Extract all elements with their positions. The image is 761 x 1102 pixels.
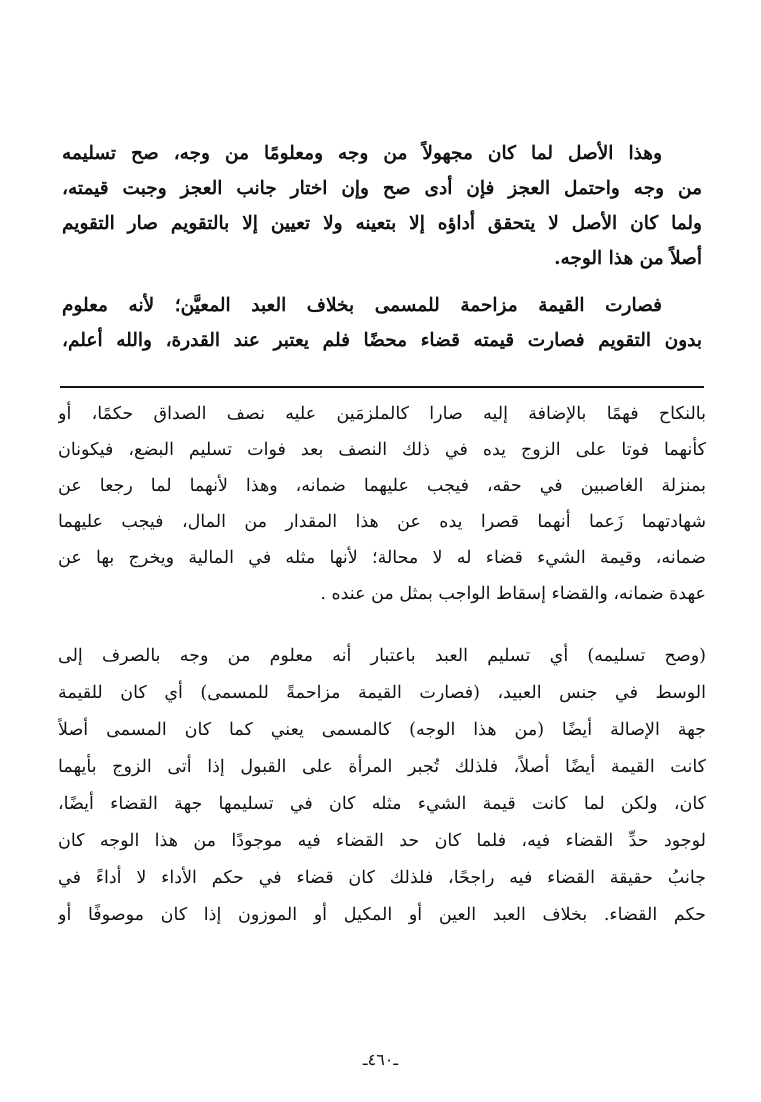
main-text-block bbox=[62, 136, 702, 358]
footnote-line: بمنزلة الغاصبين في حقه، فيجب عليهما ضمانه، وهذا لأنهما لما رجعا عن bbox=[58, 476, 706, 496]
footnote-line: عهدة ضمانه، والقضاء إسقاط الواجب بمثل من عنده . bbox=[320, 584, 706, 604]
page-number: ـ٤٦٠ـ bbox=[362, 1050, 399, 1069]
main-text-line: ولما كان الأصل لا يتحقق أداؤه إلا بتعينه ولا تعيين إلا بالتقويم صار التقويم bbox=[62, 213, 702, 234]
commentary-line: (وصح تسليمه) أي تسليم العبد باعتبار أنه معلوم من وجه بالصرف إلى bbox=[58, 646, 706, 666]
main-text-line: بدون التقويم فصارت قيمته قضاء محضًا فلم يعتبر عند القدرة، والله أعلم، bbox=[62, 330, 702, 351]
commentary-block bbox=[58, 638, 706, 934]
commentary-line: جانبُ حقيقة القضاء فيه راجحًا، فلذلك كان قضاء في حكم الأداء لا أداءً في bbox=[58, 868, 706, 888]
section-divider bbox=[60, 386, 704, 388]
footnote-line: بالنكاح فهمًا بالإضافة إليه صارا كالملزمَين عليه نصف الصداق حكمًا، أو bbox=[58, 404, 706, 424]
main-text-line: وهذا الأصل لما كان مجهولاً من وجه ومعلومًا من وجه، صح تسليمه bbox=[62, 143, 662, 164]
commentary-line: كانت القيمة أيضًا أصلاً، فلذلك تُجبر المرأة على القبول إذا أتى الزوج بأيهما bbox=[58, 757, 706, 777]
footnote-line: شهادتهما زَعما أنهما قصرا يده عن هذا المقدار من المال، فيجب عليهما bbox=[58, 512, 706, 532]
footnote-line: ضمانه، وقيمة الشيء قضاء له لا محالة؛ لأنها مثله في المالية ويخرج بها عن bbox=[58, 548, 706, 568]
commentary-line: جهة الإصالة أيضًا (من هذا الوجه) كالمسمى يعني كما كان المسمى أصلاً bbox=[58, 720, 706, 740]
commentary-line: كان، ولكن لما كانت قيمة الشيء مثله كان في تسليمها جهة القضاء أيضًا، bbox=[58, 794, 706, 814]
main-text-line: من وجه واحتمل العجز فإن أدى صح وإن اختار جانب العجز وجبت قيمته، bbox=[62, 178, 702, 199]
commentary-line: لوجود حدِّ القضاء فيه، فلما كان حد القضاء فيه موجودًا من هذا الوجه كان bbox=[58, 831, 706, 851]
main-text-line: أصلاً من هذا الوجه. bbox=[554, 248, 702, 269]
footnote-block bbox=[58, 396, 706, 612]
footnote-line: كأنهما فوتا على الزوج يده في ذلك النصف بعد فوات تسليم البضع، فيكونان bbox=[58, 440, 706, 460]
main-text-line: فصارت القيمة مزاحمة للمسمى بخلاف العبد المعيَّن؛ لأنه معلوم bbox=[62, 295, 662, 316]
commentary-line: الوسط في جنس العبيد، (فصارت القيمة مزاحمةً للمسمى) أي كان للقيمة bbox=[58, 683, 706, 703]
commentary-line: حكم القضاء. بخلاف العبد العين أو المكيل أو الموزون إذا كان موصوفًا أو bbox=[58, 905, 706, 925]
